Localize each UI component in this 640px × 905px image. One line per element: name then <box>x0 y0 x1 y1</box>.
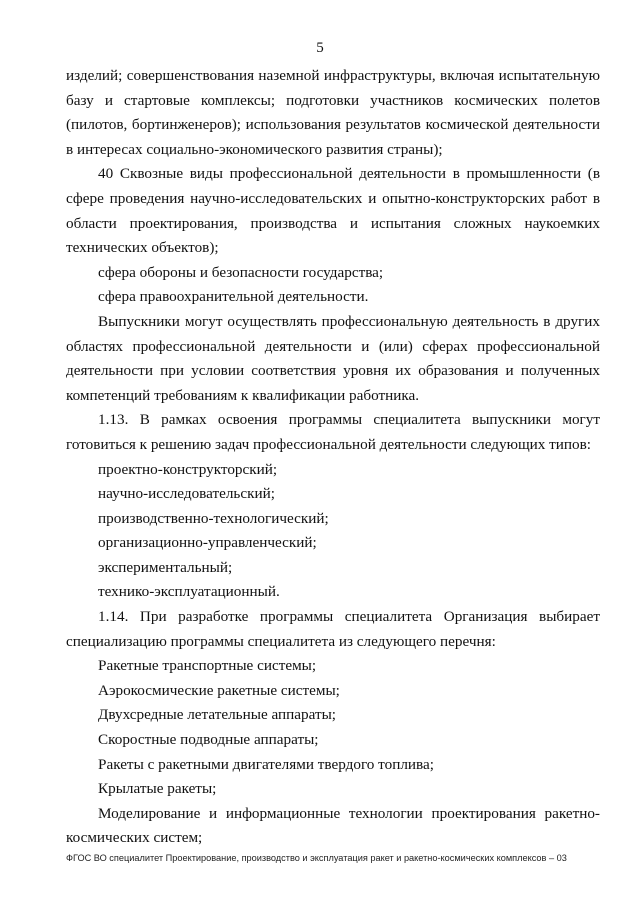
list-item-task-type: производственно-технологический; <box>98 509 329 527</box>
document-footer: ФГОС ВО специалитет Проектирование, производство и эксплуатация ракет и ракетно-космических комплексов – 03 <box>66 853 567 863</box>
list-item-specialization: Крылатые ракеты; <box>98 780 217 798</box>
list-item-task-type: проектно-конструкторский; <box>98 460 278 478</box>
list-item-task-type: научно-исследовательский; <box>98 485 275 503</box>
list-item-law-enforcement-sphere: сфера правоохранительной деятельности. <box>98 288 369 306</box>
paragraph-cross-cutting-activities: 40 Сквозные виды профессиональной деятельности в промышленности (в сфере проведения научно-исследовательских и опытно-конструкторских работ в области проектирования, производства и испытания сложных наукоемких технических объектов); <box>66 165 600 257</box>
list-item-specialization-modeling: Моделирование и информационные технологии проектирования ракетно-космических систем; <box>66 804 600 847</box>
paragraph-1-13: 1.13. В рамках освоения программы специалитета выпускники могут готовиться к решению задач профессиональной деятельности следующих типов: <box>66 411 600 453</box>
document-body <box>66 64 600 851</box>
list-item-task-type: организационно-управленческий; <box>98 534 317 552</box>
page-number: 5 <box>316 40 324 56</box>
list-item-specialization: Аэрокосмические ракетные системы; <box>98 681 340 699</box>
list-item-specialization: Двухсредные летательные аппараты; <box>98 706 337 724</box>
list-item-task-type: технико-эксплуатационный. <box>98 583 280 601</box>
paragraph-1-14: 1.14. При разработке программы специалитета Организация выбирает специализацию программы специалитета из следующего перечня: <box>66 608 600 650</box>
list-item-specialization: Скоростные подводные аппараты; <box>98 731 319 749</box>
list-item-specialization: Ракетные транспортные системы; <box>98 657 317 675</box>
paragraph-continuation: изделий; совершенствования наземной инфраструктуры, включая испытательную базу и стартовые комплексы; подготовки участников космических полетов (пилотов, бортинженеров); использования результатов космической деятельности в интересах социально-экономического развития страны); <box>66 67 600 158</box>
list-item-defense-sphere: сфера обороны и безопасности государства; <box>98 263 384 281</box>
list-item-task-type: экспериментальный; <box>98 558 233 576</box>
list-item-specialization: Ракеты с ракетными двигателями твердого топлива; <box>98 755 434 773</box>
paragraph-graduates: Выпускники могут осуществлять профессиональную деятельность в других областях профессиональной деятельности и (или) сферах профессиональной деятельности при условии соответствия уровня их образования и полученных компетенций требованиям к квалификации работника. <box>66 312 600 404</box>
